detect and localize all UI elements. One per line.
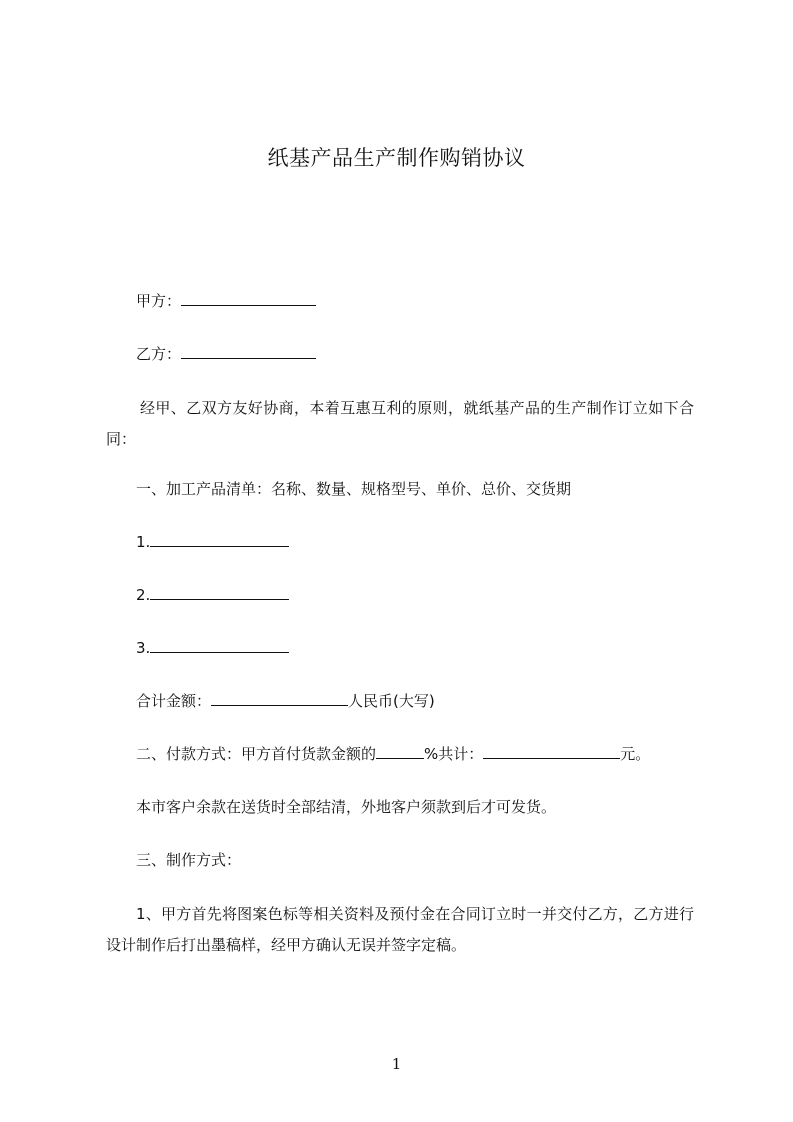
section3-heading: 三、制作方式： bbox=[136, 851, 242, 869]
payment-prefix: 二、付款方式：甲方首付货款金额的 bbox=[136, 745, 377, 763]
party-a-label: 甲方： bbox=[136, 292, 182, 310]
total-suffix: 人民币(大写) bbox=[348, 692, 435, 710]
page-number: 1 bbox=[391, 1055, 402, 1073]
list-item bbox=[136, 638, 289, 658]
list-item-blank bbox=[150, 585, 289, 600]
list-item-number: 3. bbox=[136, 639, 151, 657]
party-b-blank bbox=[181, 344, 316, 359]
section3-item-1: 1、甲方首先将图案色标等相关资料及预付金在合同订立时一并交付乙方，乙方进行设计制作后打出墨稿样，经甲方确认无误并签字定稿。 bbox=[106, 905, 694, 954]
amount-blank bbox=[483, 744, 620, 759]
party-b-label: 乙方： bbox=[136, 345, 182, 363]
party-a-blank bbox=[181, 291, 316, 306]
list-item bbox=[136, 532, 289, 552]
payment-mid: %共计： bbox=[424, 745, 484, 763]
total-label: 合计金额： bbox=[136, 692, 212, 710]
list-item bbox=[136, 585, 289, 605]
list-item-blank bbox=[150, 532, 289, 547]
list-item-number: 1. bbox=[136, 533, 151, 551]
payment-line bbox=[136, 744, 650, 764]
document-title: 纸基产品生产制作购销协议 bbox=[267, 146, 526, 170]
party-a-line bbox=[136, 291, 316, 311]
list-item-number: 2. bbox=[136, 586, 151, 604]
balance-note: 本市客户余款在送货时全部结清，外地客户须款到后才可发货。 bbox=[136, 798, 557, 816]
section1-heading: 一、加工产品清单：名称、数量、规格型号、单价、总价、交货期 bbox=[136, 480, 572, 498]
party-b-line bbox=[136, 344, 316, 364]
payment-suffix: 元。 bbox=[620, 745, 651, 763]
total-amount-line bbox=[136, 691, 435, 711]
intro-paragraph: 经甲、乙双方友好协商，本着互惠互利的原则，就纸基产品的生产制作订立如下合同： bbox=[106, 399, 694, 448]
total-blank bbox=[211, 691, 348, 706]
list-item-blank bbox=[150, 638, 289, 653]
percent-blank bbox=[376, 744, 424, 759]
